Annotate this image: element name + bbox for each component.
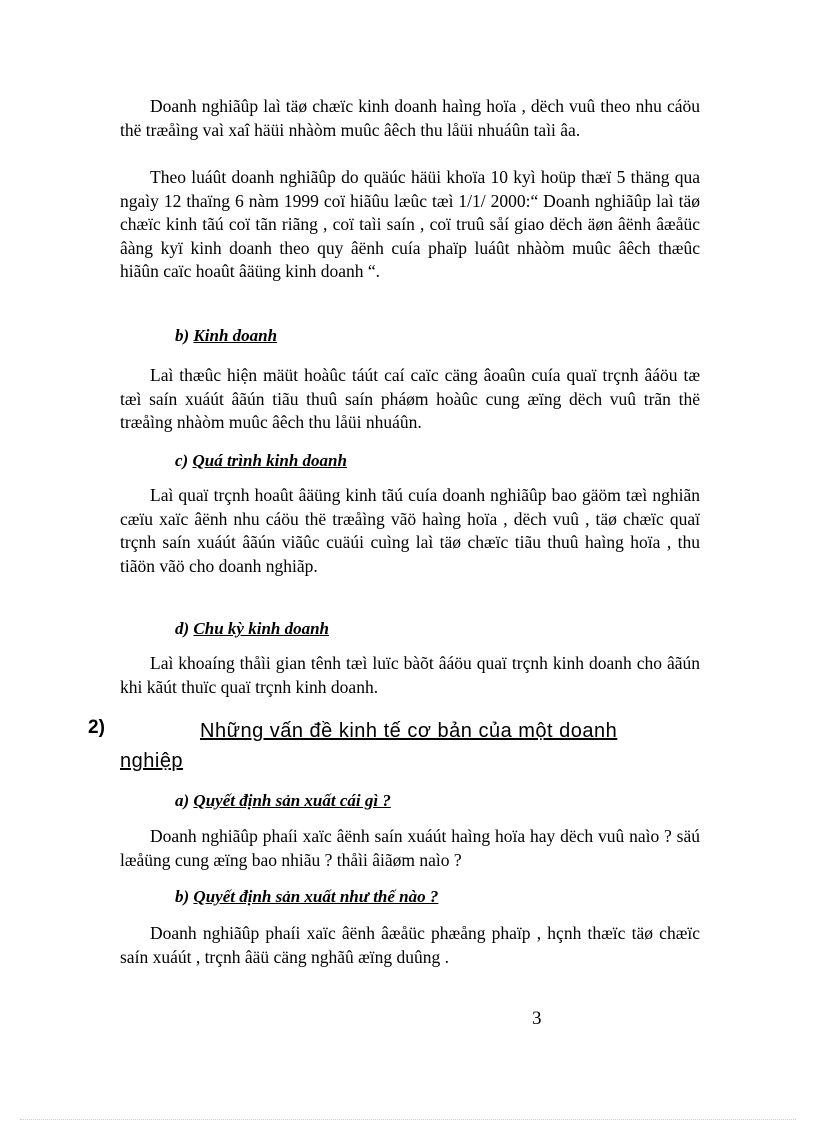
heading-kinh-doanh xyxy=(175,326,277,346)
page-number: 3 xyxy=(532,1008,542,1029)
heading-quyet-dinh-san-xuat-cai-gi xyxy=(175,791,391,811)
heading-prefix: d) xyxy=(175,619,194,638)
heading-label: Quyết định sản xuất cái gì ? xyxy=(193,791,391,810)
heading-prefix: b) xyxy=(175,326,194,345)
heading-label: Quyết định sản xuất như thế nào ? xyxy=(193,887,439,906)
paragraph-quyet-dinh-cai-gi: Doanh nghiãûp phaíi xaïc âënh saín xuáút haìng hoïa hay dëch vuû naìo ? säú læåüng cung æïng bao nhiãu ? thåìi âiãøm naìo ? xyxy=(120,826,700,870)
section-number: 2) xyxy=(88,717,105,738)
paragraph-quyet-dinh-nhu-the-nao: Doanh nghiãûp phaíi xaïc âënh âæåüc phæång phaïp , hçnh thæïc täø chæïc saín xuáút , trçnh âäü cäng nghãû æïng duûng . xyxy=(120,923,700,967)
heading-prefix: a) xyxy=(175,791,194,810)
section-title-line1: Những vấn đề kinh tế cơ bản của một doanh xyxy=(200,720,618,742)
section-title xyxy=(120,716,720,776)
heading-label: Kinh doanh xyxy=(193,326,278,345)
paragraph-kinh-doanh: Laì thæûc hiện mäüt hoàûc táút caí caïc cäng âoaûn cuía quaï trçnh âáöu tæ tæì saín xuáút âãún tiãu thuû saín pháøm hoàûc cung æïng dëch vuû trãn thë træåìng nhàòm muûc âêch thu låüi nhuáûn. xyxy=(120,365,700,432)
paragraph-law-definition: Theo luáût doanh nghiãûp do quäúc häüi khoïa 10 kyì hoüp thæï 5 thäng qua ngaìy 12 thaïng 6 nàm 1999 coï hiãûu læûc tæì 1/1/ 2000:“ Doanh nghiãûp laì täø chæïc kinh tãú coï tãn riãng , coï taìi saín , coï truû såí giao dëch äøn âënh âæåüc âàng kyï kinh doanh theo quy âënh cuía phaïp luáût nhàòm muûc âêch thæûc hiãûn caïc hoaût âäüng kinh doanh “. xyxy=(120,167,700,281)
paragraph-doanh-nghiep-definition: Doanh nghiãûp laì täø chæïc kinh doanh haìng hoïa , dëch vuû theo nhu cáöu thë træåìng vaì xaî häüi nhàòm muûc âêch thu låüi nhuáûn taìi âa. xyxy=(120,96,700,140)
page-bottom-divider xyxy=(20,1119,796,1120)
paragraph-chu-ky-kinh-doanh: Laì khoaíng thåìi gian tênh tæì luïc bàõt âáöu quaï trçnh kinh doanh cho âãún khi kãút thuïc quaï trçnh kinh doanh. xyxy=(120,653,700,697)
heading-quyet-dinh-nhu-the-nao xyxy=(175,887,438,907)
heading-qua-trinh-kinh-doanh xyxy=(175,451,347,471)
heading-prefix: b) xyxy=(175,887,194,906)
paragraph-qua-trinh-kinh-doanh: Laì quaï trçnh hoaût âäüng kinh tãú cuía doanh nghiãûp bao gäöm tæì nghiãn cæïu xaïc âënh nhu cáöu thë træåìng vãö haìng hoïa , dëch vuû , täø chæïc quaï trçnh saín xuáút âãún viãûc cuäúi cuìng laì täø chæïc tiãu thuû haìng hoïa , thu tiãön vãö cho doanh nghiãp. xyxy=(120,485,700,576)
heading-label: Quá trình kinh doanh xyxy=(192,451,347,470)
heading-label: Chu kỳ kinh doanh xyxy=(193,619,330,638)
heading-prefix: c) xyxy=(175,451,193,470)
heading-chu-ky-kinh-doanh xyxy=(175,619,329,639)
section-title-line2: nghiệp xyxy=(120,750,184,772)
